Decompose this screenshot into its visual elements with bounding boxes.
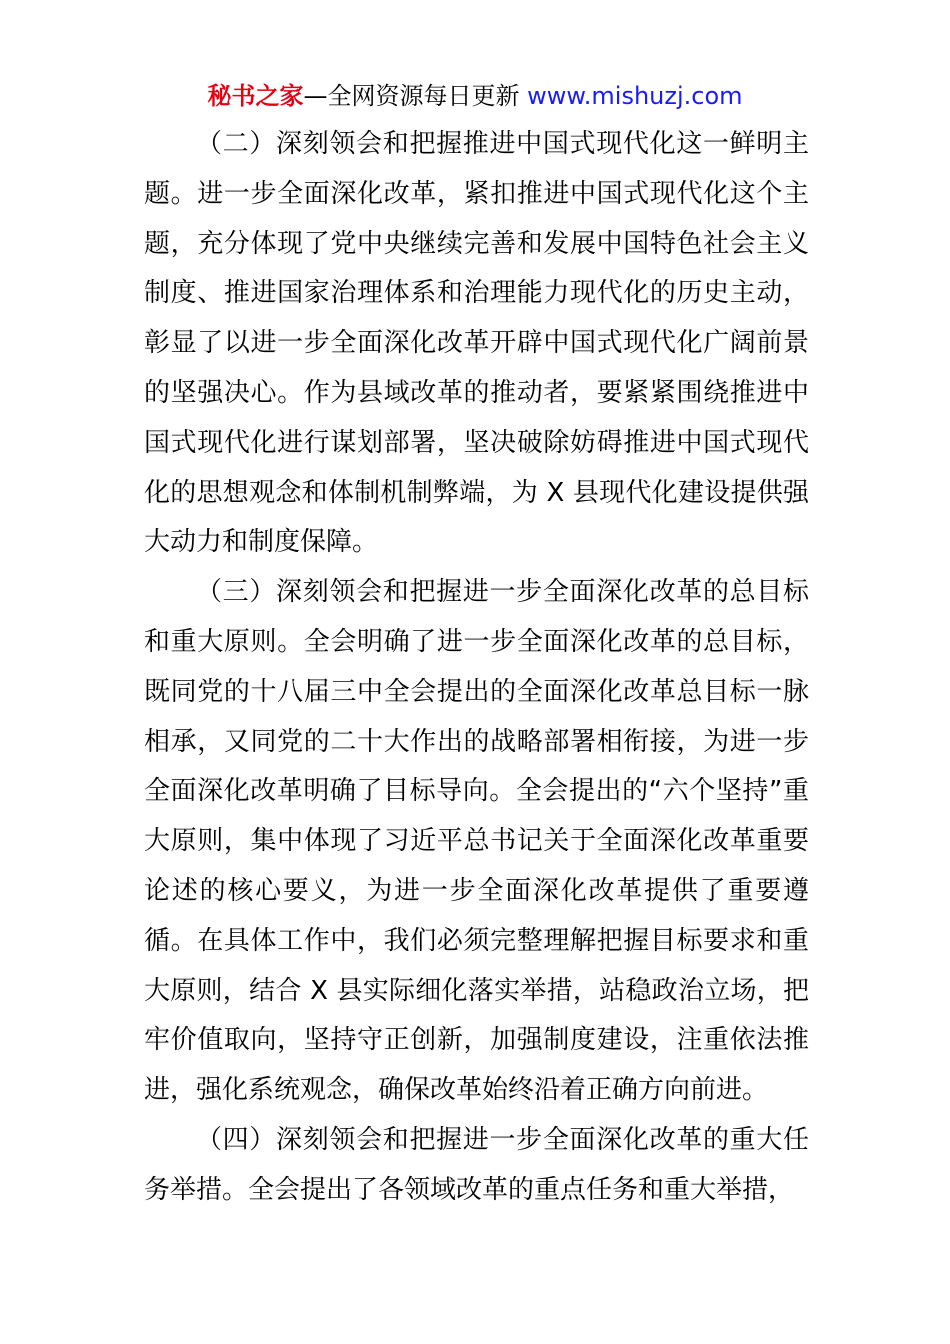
document-body	[144, 120, 809, 1216]
paragraph-4: （四）深刻领会和把握进一步全面深化改革的重大任务举措。全会提出了各领域改革的重点任务和重大举措，	[144, 1124, 809, 1205]
site-slogan: —全网资源每日更新	[303, 82, 528, 110]
paragraph-3: （三）深刻领会和把握进一步全面深化改革的总目标和重大原则。全会明确了进一步全面深化改革的总目标，既同党的十八届三中全会提出的全面深化改革总目标一脉相承，又同党的二十大作出的战略部署相衔接，为进一步全面深化改革明确了目标导向。全会提出的“六个坚持”重大原则，集中体现了习近平总书记关于全面深化改革重要论述的核心要义，为进一步全面深化改革提供了重要遵循。在具体工作中，我们必须完整理解把握目标要求和重大原则，结合 X 县实际细化落实举措，站稳政治立场，把牢价值取向，坚持守正创新，加强制度建设，注重依法推进，强化系统观念，确保改革始终沿着正确方向前进。	[144, 577, 809, 1106]
paragraph-2: （二）深刻领会和把握推进中国式现代化这一鲜明主题。进一步全面深化改革，紧扣推进中国式现代化这个主题，充分体现了党中央继续完善和发展中国特色社会主义制度、推进国家治理体系和治理能力现代化的历史主动，彰显了以进一步全面深化改革开辟中国式现代化广阔前景的坚强决心。作为县域改革的推动者，要紧紧围绕推进中国式现代化进行谋划部署，坚决破除妨碍推进中国式现代化的思想观念和体制机制弊端，为 X 县现代化建设提供强大动力和制度保障。	[144, 129, 809, 558]
page-header	[0, 80, 950, 112]
site-brand: 秘书之家	[207, 82, 304, 110]
site-url-link[interactable]: www.mishuzj.com	[527, 82, 743, 110]
